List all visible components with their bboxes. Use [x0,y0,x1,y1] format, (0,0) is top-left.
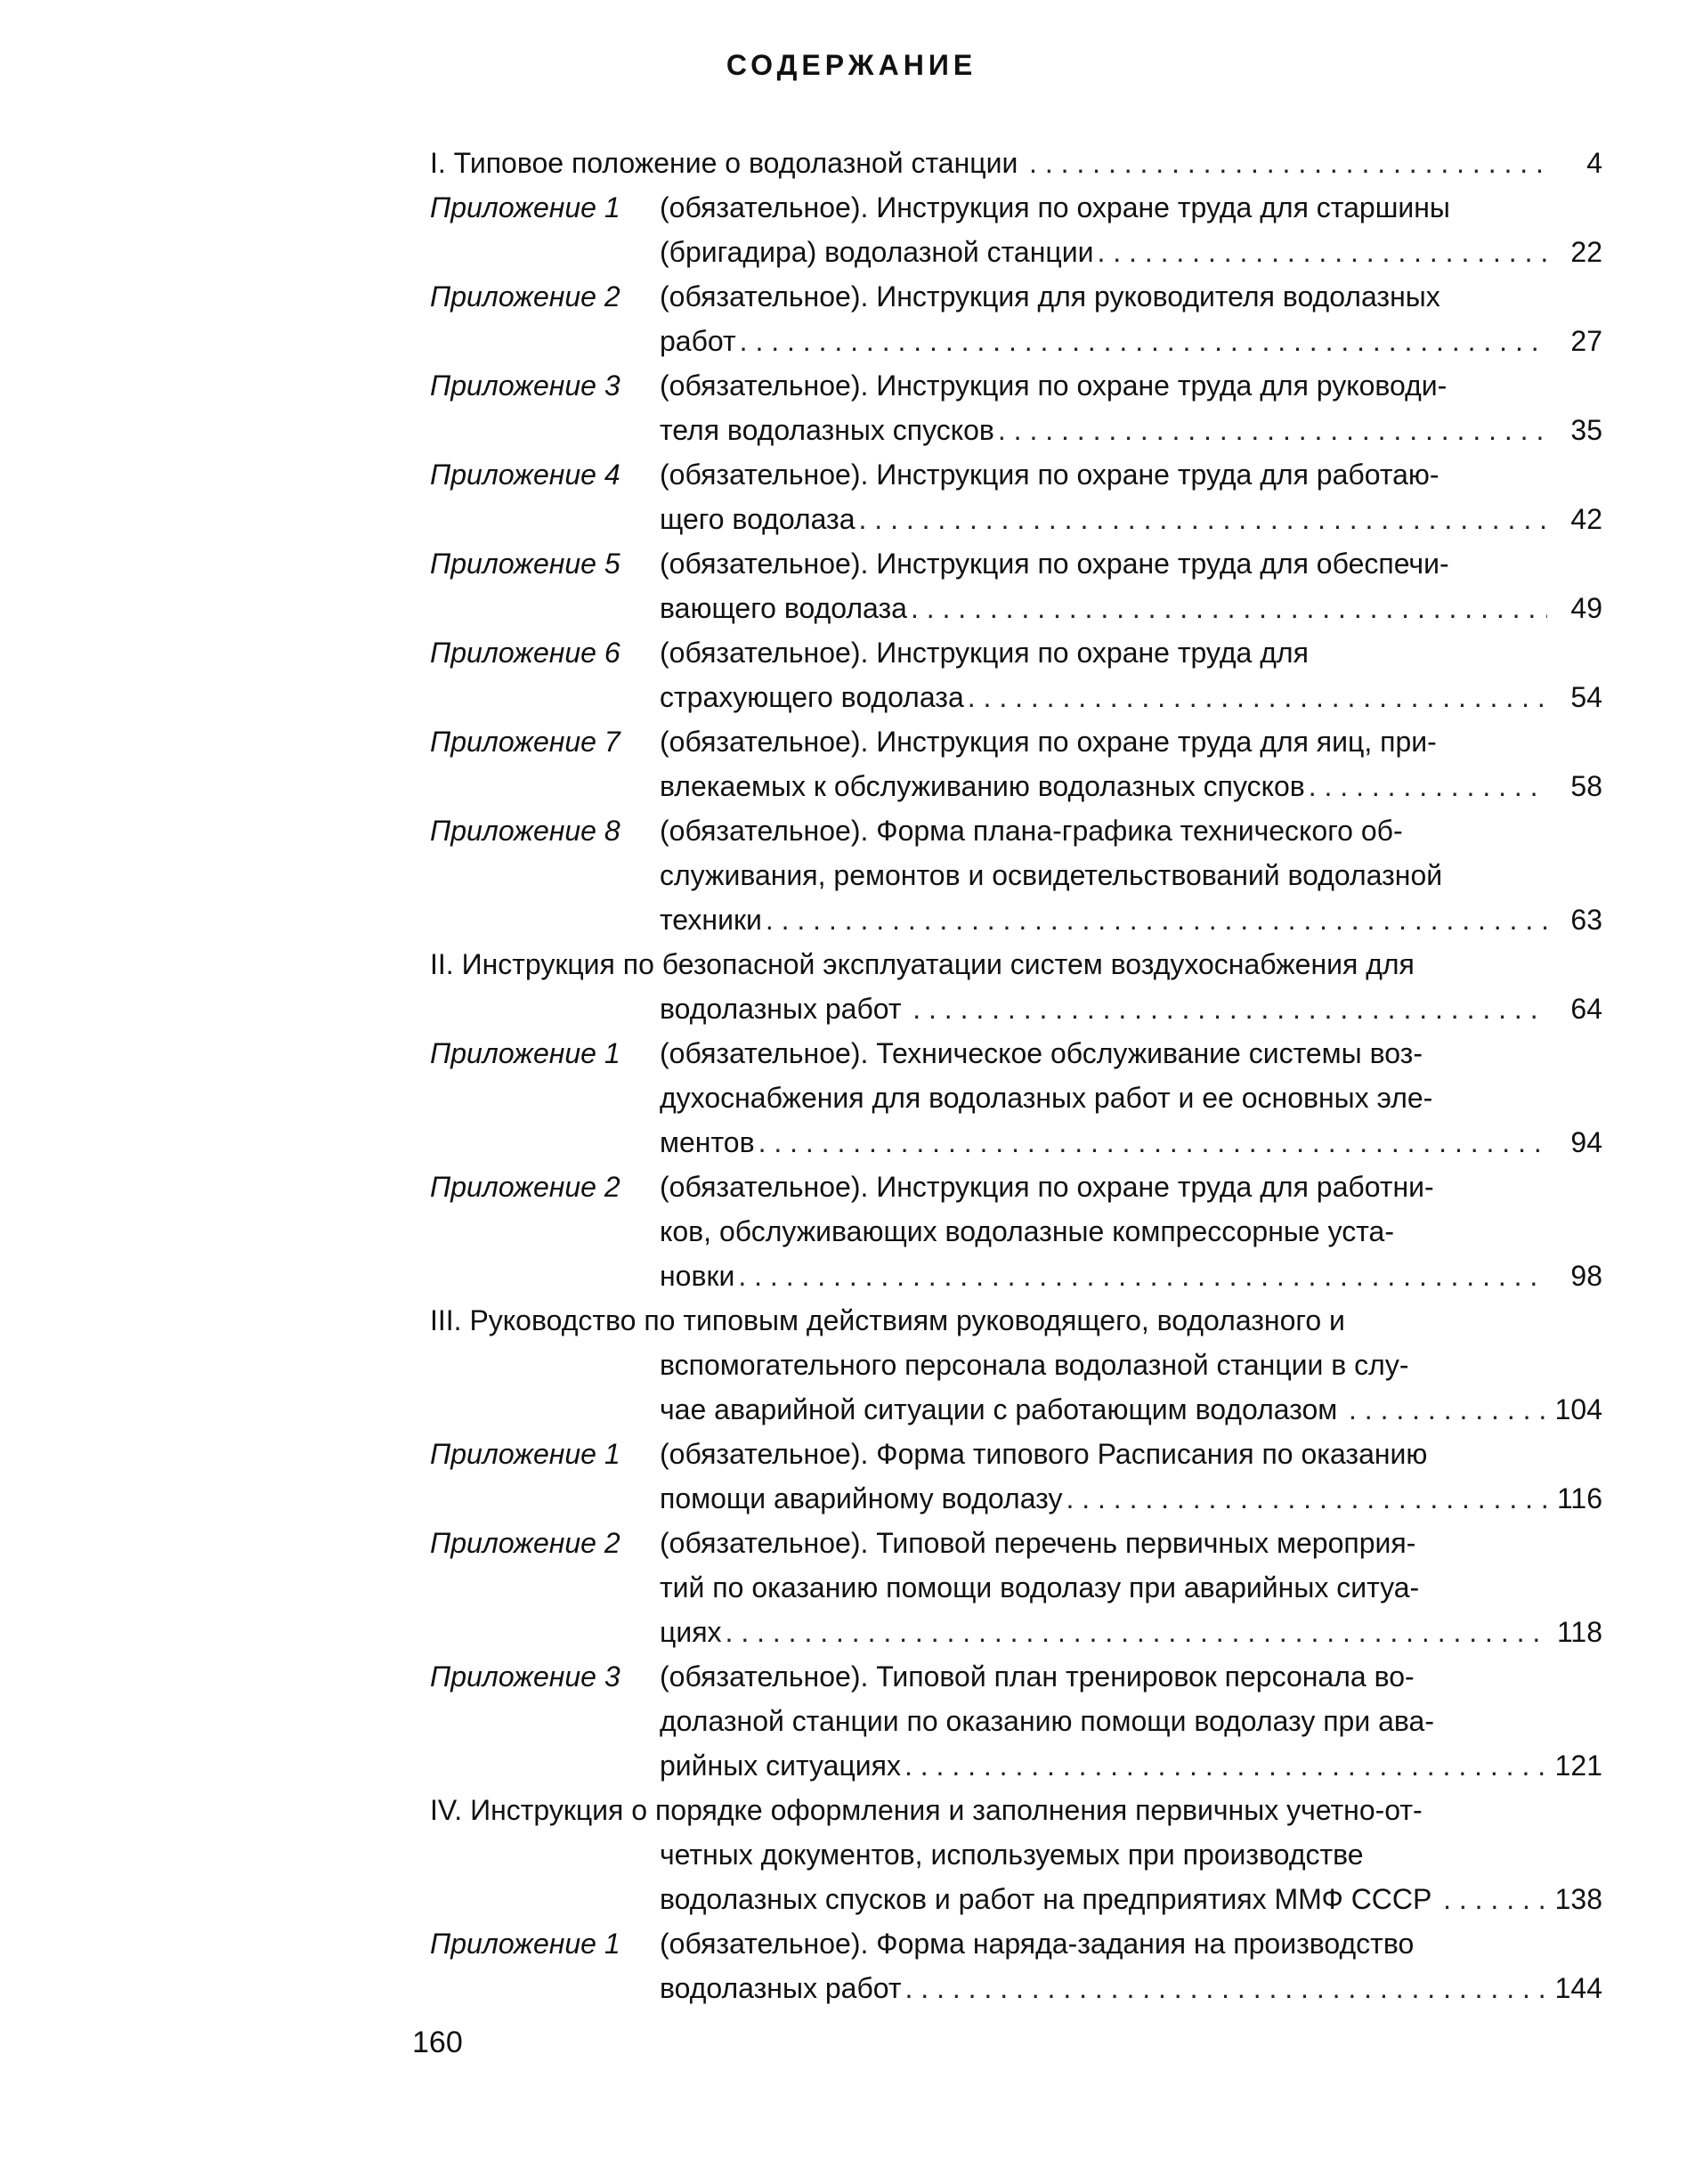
entry-text-line: (обязательное). Инструкция по охране труда для руководи- [660,369,1448,402]
entry-page-number: 104 [1554,1393,1602,1425]
appendix-label: Приложение 1 [430,1438,620,1470]
appendix-label: Приложение 1 [430,1037,620,1069]
leader-dots [905,986,1547,1031]
entry-page-number: 22 [1570,236,1602,268]
appendix-label: Приложение 2 [430,1527,620,1559]
leader-dots [1021,141,1547,185]
entry-text-line: водолазных работ [660,1972,902,2004]
entry-text-line: II. Инструкция по безопасной эксплуатации систем воздухоснабжения для [430,948,1415,980]
appendix-label: Приложение 4 [430,459,620,491]
entry-text-line: новки [660,1260,735,1292]
entry-text-line: (обязательное). Техническое обслуживание системы воз- [660,1037,1423,1069]
leader-dots [968,675,1547,719]
entry-page-number: 121 [1554,1750,1602,1782]
entry-text-line: (обязательное). Форма типового Расписания по оказанию [660,1438,1428,1470]
entry-text-line: (обязательное). Типовой план тренировок персонала во- [660,1660,1415,1693]
entry-text-line: рийных ситуациях [660,1750,901,1782]
entry-text-line: вспомогательного персонала водолазной станции в слу- [660,1349,1409,1381]
entry-page-number: 64 [1570,993,1602,1025]
entry-text-line: ментов [660,1126,755,1158]
entry-text-line: влекаемых к обслуживанию водолазных спусков [660,770,1305,802]
entry-page-number: 42 [1570,503,1602,535]
leader-dots [1066,1476,1547,1521]
leader-dots [911,586,1547,630]
entry-page-number: 144 [1554,1972,1602,2004]
toc-appendix-entry [430,630,1602,719]
toc-appendix-entry [430,1432,1602,1521]
appendix-label: Приложение 1 [430,1928,620,1960]
toc-appendix-entry [430,541,1602,630]
entry-page-number: 35 [1570,414,1602,446]
entry-text-line: (обязательное). Форма наряда-задания на производство [660,1928,1415,1960]
entry-text-line: (бригадира) водолазной станции [660,236,1094,268]
appendix-label: Приложение 3 [430,1660,620,1693]
leader-dots [1341,1387,1547,1432]
entry-text-line: работ [660,325,736,357]
entry-page-number: 49 [1570,592,1602,624]
entry-text-line: четных документов, используемых при производстве [660,1839,1364,1871]
appendix-label: Приложение 3 [430,369,620,402]
entry-text-line: (обязательное). Инструкция по охране труда для старшины [660,191,1450,223]
entry-text-line: циях [660,1616,722,1648]
appendix-label: Приложение 6 [430,637,620,669]
entry-text-line: ков, обслуживающих водолазные компрессорные уста- [660,1215,1394,1247]
appendix-label: Приложение 8 [430,815,620,847]
toc-appendix-entry [430,1521,1602,1654]
appendix-label: Приложение 2 [430,1171,620,1203]
entry-text-line: щего водолаза [660,503,856,535]
entry-text-line: (обязательное). Инструкция для руководителя водолазных [660,280,1440,313]
entry-page-number: 58 [1570,770,1602,802]
leader-dots [758,1120,1547,1165]
toc-appendix-entry [430,1165,1602,1298]
leader-dots [998,408,1547,452]
toc-section-entry [430,942,1602,1031]
leader-dots [1097,230,1547,274]
toc-appendix-entry [430,1654,1602,1788]
appendix-label: Приложение 5 [430,548,620,580]
toc-appendix-entry [430,274,1602,363]
appendix-label: Приложение 7 [430,726,620,758]
page-title: СОДЕРЖАНИЕ [726,49,977,81]
entry-page-number: 94 [1570,1126,1602,1158]
entry-text-line: служивания, ремонтов и освидетельствований водолазной [660,859,1443,891]
entry-text-line: (обязательное). Инструкция по охране труда для обеспечи- [660,548,1449,580]
entry-text-line: (обязательное). Форма плана-графика технического об- [660,815,1403,847]
leader-dots [904,1743,1547,1788]
leader-dots [740,319,1547,363]
appendix-label: Приложение 2 [430,280,620,313]
leader-dots [766,897,1547,942]
entry-text-line: III. Руководство по типовым действиям руководящего, водолазного и [430,1304,1345,1336]
entry-page-number: 118 [1556,1616,1602,1648]
leader-dots [1309,764,1547,808]
entry-page-number: 98 [1570,1260,1602,1292]
entry-text-line: (обязательное). Инструкция по охране труда для яиц, при- [660,726,1437,758]
entry-text-line: тий по оказанию помощи водолазу при аварийных ситуа- [660,1571,1420,1603]
leader-dots [738,1254,1547,1298]
entry-text-line: (обязательное). Инструкция по охране труда для работаю- [660,459,1439,491]
entry-text-line: (обязательное). Инструкция по охране труда для работни- [660,1171,1434,1203]
leader-dots [1435,1877,1547,1921]
toc-appendix-entry [430,719,1602,808]
table-of-contents [430,141,1602,2010]
entry-text-line: помощи аварийному водолазу [660,1482,1063,1514]
toc-appendix-entry [430,452,1602,541]
entry-text-line: теля водолазных спусков [660,414,994,446]
entry-text-line: техники [660,904,762,936]
entry-text-line: водолазных спусков и работ на предприятиях ММФ СССР [660,1883,1432,1915]
leader-dots [905,1966,1547,2010]
entry-page-number: 4 [1586,147,1602,179]
entry-text-line: вающего водолаза [660,592,907,624]
entry-text-line: духоснабжения для водолазных работ и ее основных эле- [660,1082,1433,1114]
entry-text-line: IV. Инструкция о порядке оформления и заполнения первичных учетно-от- [430,1794,1423,1826]
leader-dots [859,497,1548,541]
entry-page-number: 54 [1570,681,1602,713]
entry-text-line: (обязательное). Инструкция по охране труда для [660,637,1309,669]
leader-dots [726,1610,1547,1654]
toc-appendix-entry [430,363,1602,452]
toc-section-entry [430,1298,1602,1432]
toc-section-entry [430,141,1602,185]
toc-appendix-entry [430,1921,1602,2010]
toc-section-entry [430,1788,1602,1921]
entry-page-number: 63 [1570,904,1602,936]
entry-page-number: 116 [1556,1482,1602,1514]
entry-text-line: чае аварийной ситуации с работающим водолазом [660,1393,1338,1425]
toc-appendix-entry [430,1031,1602,1165]
appendix-label: Приложение 1 [430,191,620,223]
toc-appendix-entry [430,185,1602,274]
entry-text-line: долазной станции по оказанию помощи водолазу при ава- [660,1705,1434,1737]
entry-page-number: 138 [1554,1883,1602,1915]
entry-page-number: 27 [1570,325,1602,357]
entry-text-line: I. Типовое положение о водолазной станции [430,147,1018,179]
entry-text-line: страхующего водолаза [660,681,964,713]
toc-appendix-entry [430,808,1602,942]
entry-text-line: (обязательное). Типовой перечень первичных мероприя- [660,1527,1416,1559]
entry-text-line: водолазных работ [660,993,902,1025]
page-number: 160 [412,2026,463,2059]
